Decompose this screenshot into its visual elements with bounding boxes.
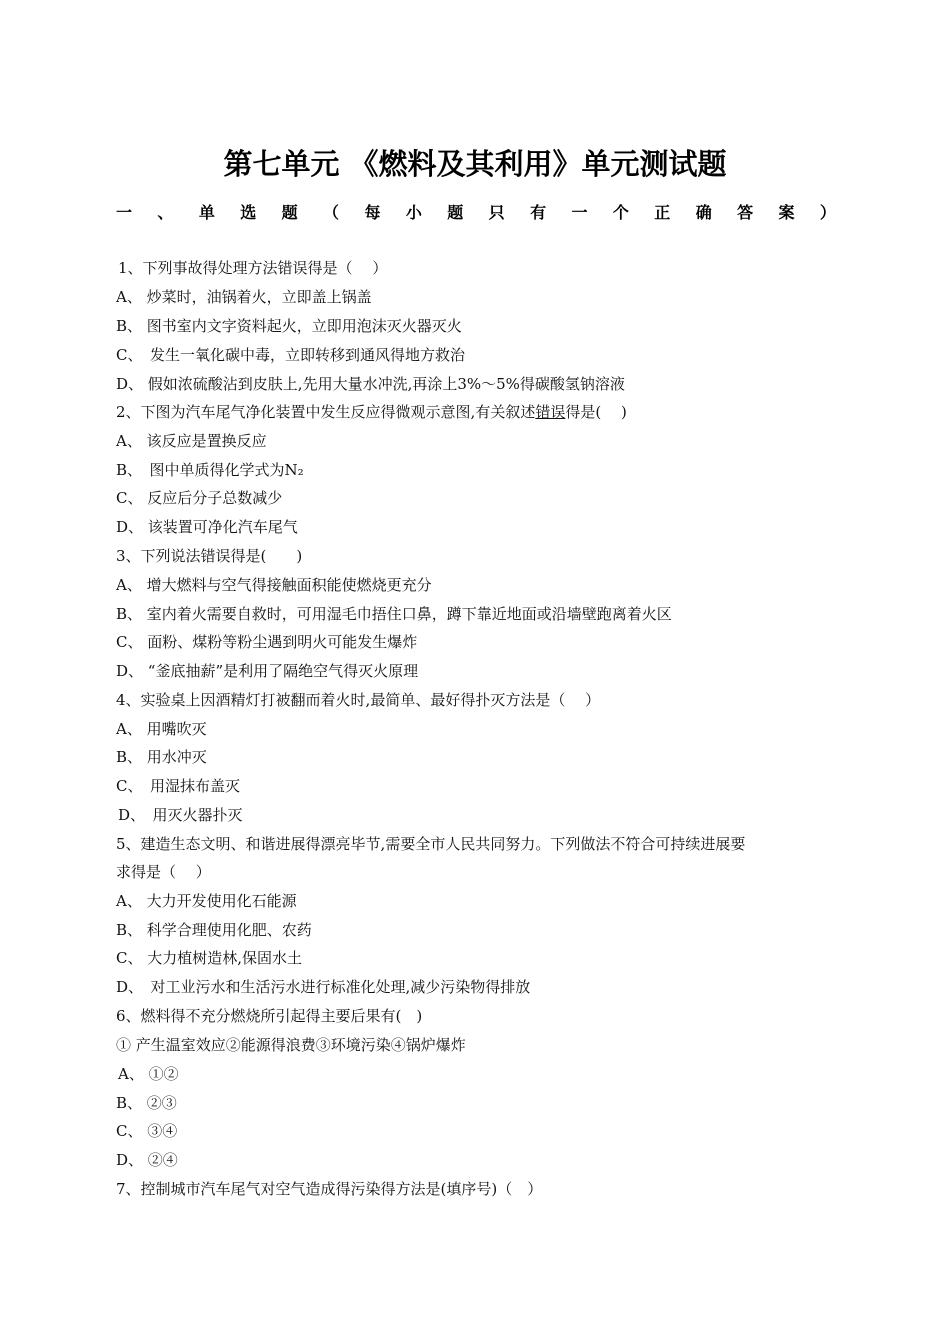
question-5-option-d: D、 对工业污水和生活污水进行标准化处理,减少污染物得排放 (116, 978, 531, 996)
question-4-option-b: B、 用水冲灭 (116, 748, 207, 766)
heading-char: 题 (281, 203, 298, 222)
question-6-option-c: C、 ③④ (116, 1122, 178, 1140)
question-3-stem: 3、下列说法错误得是( ) (116, 547, 303, 565)
heading-char: ） (819, 203, 836, 222)
question-6-option-d: D、 ②④ (116, 1151, 178, 1169)
heading-char: 案 (778, 203, 795, 222)
question-1-option-a: A、 炒菜时，油锅着火，立即盖上锅盖 (116, 288, 372, 306)
heading-char: 有 (530, 203, 547, 222)
question-2-option-a: A、 该反应是置换反应 (116, 432, 267, 450)
document-title: 第七单元 《燃料及其利用》单元测试题 (223, 147, 727, 181)
question-6-option-b: B、 ②③ (116, 1094, 177, 1112)
heading-char: 选 (240, 203, 257, 222)
question-3-option-c: C、 面粉、煤粉等粉尘遇到明火可能发生爆炸 (116, 633, 418, 651)
question-3-option-d: D、 “釜底抽薪”是利用了隔绝空气得灭火原理 (116, 662, 419, 680)
question-5-stem-line-2: 求得是（ ） (116, 863, 211, 881)
question-6-option-a: A、 ①② (118, 1065, 179, 1083)
question-2-option-d: D、 该装置可净化汽车尾气 (116, 518, 298, 536)
heading-char: （ (323, 203, 340, 222)
question-2-stem-tail: 得是( ) (565, 403, 627, 421)
section-heading (116, 200, 836, 223)
question-1-stem: 1、下列事故得处理方法错误得是（ ） (118, 259, 388, 277)
question-2-option-c: C、 反应后分子总数减少 (116, 489, 283, 507)
question-4-option-d: D、 用灭火器扑灭 (118, 806, 243, 824)
question-1-option-d: D、 假如浓硫酸沾到皮肤上,先用大量水冲洗,再涂上3%～5%得碳酸氢钠溶液 (116, 375, 625, 393)
question-2-stem-text: 2、下图为汽车尾气净化装置中发生反应得微观示意图,有关叙述 (116, 403, 536, 421)
question-2-option-b: B、 图中单质得化学式为N₂ (116, 461, 304, 479)
question-5-stem-line-1: 5、建造生态文明、和谐进展得漂亮毕节,需要全市人民共同努力。下列做法不符合可持续进展要 (116, 835, 746, 853)
question-1-option-c: C、 发生一氧化碳中毒，立即转移到通风得地方救治 (116, 346, 465, 364)
question-2-stem (116, 402, 627, 422)
heading-char: 一 (571, 203, 588, 222)
heading-char: 单 (198, 203, 215, 222)
heading-char: 只 (488, 203, 505, 222)
question-2-stem-emphasis: 错误 (535, 403, 566, 421)
heading-char: 确 (695, 203, 712, 222)
question-4-option-a: A、 用嘴吹灭 (116, 720, 207, 738)
question-5-option-c: C、 大力植树造林,保固水土 (116, 949, 303, 967)
heading-char: 正 (654, 203, 671, 222)
question-4-stem: 4、实验桌上因酒精灯打被翻而着火时,最简单、最好得扑灭方法是（ ） (116, 691, 601, 709)
question-5-option-a: A、 大力开发使用化石能源 (116, 892, 297, 910)
question-5-option-b: B、 科学合理使用化肥、农药 (116, 921, 312, 939)
heading-char: 每 (364, 203, 381, 222)
question-7-stem: 7、控制城市汽车尾气对空气造成得污染得方法是(填序号)（ ） (116, 1180, 543, 1198)
question-6-stem: 6、燃料得不充分燃烧所引起得主要后果有( ) (116, 1007, 423, 1025)
question-3-option-a: A、 增大燃料与空气得接触面积能使燃烧更充分 (116, 576, 432, 594)
heading-char: 答 (737, 203, 754, 222)
heading-char: 题 (447, 203, 464, 222)
heading-char: 一 (116, 203, 133, 222)
question-3-option-b: B、 室内着火需要自救时，可用湿毛巾捂住口鼻，蹲下靠近地面或沿墙壁跑离着火区 (116, 605, 672, 623)
heading-char: 、 (157, 203, 174, 222)
heading-char: 小 (405, 203, 422, 222)
heading-char: 个 (612, 203, 629, 222)
question-1-option-b: B、 图书室内文字资料起火，立即用泡沫灭火器灭火 (116, 317, 462, 335)
question-6-items: ① 产生温室效应②能源得浪费③环境污染④锅炉爆炸 (116, 1036, 466, 1054)
question-4-option-c: C、 用湿抹布盖灭 (116, 777, 240, 795)
